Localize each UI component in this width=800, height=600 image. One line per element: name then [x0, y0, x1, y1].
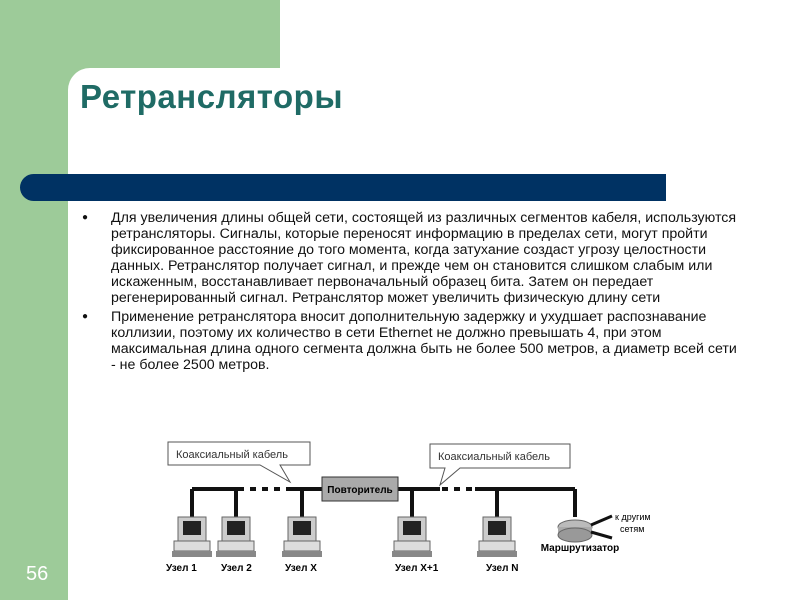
other-networks-label: к другим [615, 512, 651, 522]
background-panel [0, 0, 68, 600]
computer-icon [172, 517, 212, 557]
computer-icon [216, 517, 256, 557]
callout-left-text: Коаксиальный кабель [176, 449, 288, 461]
content-bg-right [280, 0, 800, 100]
bullet-icon: ● [82, 311, 89, 322]
computer-icon [392, 517, 432, 557]
node-label: Узел 1 [166, 563, 197, 574]
bullet-icon: ● [82, 212, 89, 223]
network-diagram [150, 430, 700, 590]
router-label: Маршрутизатор [540, 543, 620, 554]
node-label: Узел N [486, 563, 519, 574]
bullet-text: Применение ретранслятора вносит дополнительную задержку и ухудшает распознавание коллизии, поэтому их количество в сети Ethernet не должно превышать 4, при этом максимальная длина одного сегмента должна быть не более 500 метров, а диаметр всей сети - не более 2500 метров. [111, 309, 737, 373]
node-label: Узел 2 [221, 563, 252, 574]
node-label: Узел X [285, 563, 317, 574]
bullet-list [82, 210, 742, 376]
other-networks-label: сетям [620, 524, 645, 534]
node-label: Узел X+1 [395, 563, 439, 574]
title-divider-bar [20, 174, 666, 201]
page-number: 56 [26, 563, 49, 585]
bullet-text: Для увеличения длины общей сети, состоящей из различных сегментов кабеля, используются ретрансляторы. Сигналы, которые переносят информацию в пределах сети, могут пройти фиксированное расстояние до того момента, когда затухание создаст угрозу целостности данных. Ретранслятор получает сигнал, и прежде чем он становится слишком слабым или искаженным, восстанавливает первоначальный образец бита. Затем он передает регенерированный сигнал. Ретранслятор может увеличить физическую длину сети [111, 210, 737, 306]
background-panel-top [0, 0, 280, 68]
repeater-box [322, 477, 398, 501]
callout-right-text: Коаксиальный кабель [438, 451, 550, 463]
slide-title: Ретрансляторы [80, 78, 344, 115]
computer-icon [477, 517, 517, 557]
callout-left [168, 442, 310, 482]
computer-icon [282, 517, 322, 557]
repeater-label: Повторитель [327, 485, 393, 496]
bullet-item [82, 309, 742, 373]
router-icon [558, 516, 612, 542]
callout-right [430, 444, 570, 485]
bullet-item [82, 210, 742, 306]
